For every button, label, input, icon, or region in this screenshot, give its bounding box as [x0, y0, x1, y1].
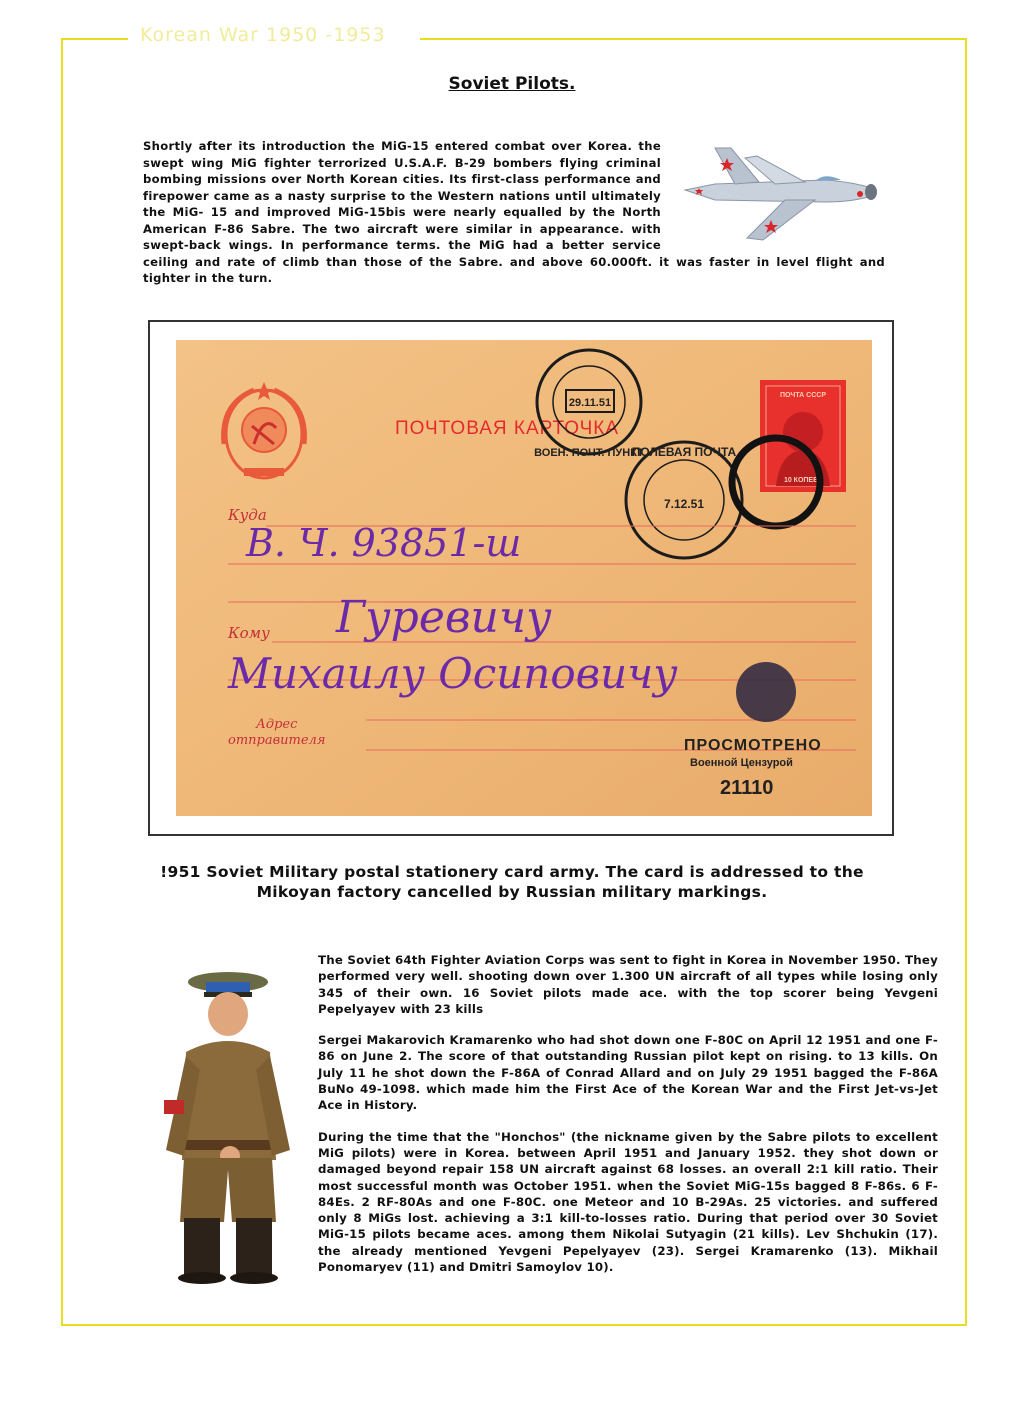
- address-handwriting: В. Ч. 93851-ш: [246, 521, 522, 565]
- postal-stationery-card: [176, 340, 872, 816]
- section-header: Korean War 1950 -1953: [140, 24, 386, 46]
- stamp-header: ПОЧТА СССР: [779, 392, 827, 399]
- intro-text: Shortly after its introduction the MiG-15 entered combat over Korea. the swept wing MiG fighter terrorized U.S.A.F. B-29 bombers flying criminal bombing missions over North Korean cities. Its first-class performance and firepower came as a nasty surprise to the Western nations until ultimately the MiG- 15 and improved MiG-15bis were nearly equalled by the North American F-86 Sabre. The two aircraft were similar in appearance. with swept-back wings. In performance terms. the MiG had a better service ceiling and rate of climb than those of the Sabre. and above 60.000ft. it was faster in level flight and tighter in the turn.: [143, 139, 885, 285]
- label-to-whom: Кому: [228, 624, 270, 642]
- recipient-handwriting-1: Гуревичу: [336, 592, 552, 643]
- postcard-caption: [0, 862, 1024, 902]
- body-paragraph-3: During the time that the "Honchos" (the nickname given by the Sabre pilots to excellent MiG pilots) were in Korea. between April 1951 and January 1952. they shot down or damaged beyond repair 158 UN aircraft against 68 losses. an overall 2:1 kill ratio. Their most successful month was October 1951. when the Soviet MiG-15s bagged 8 F-86s. 6 F-84Es. 2 RF-80As and one F-80C. one Meteor and 10 B-29As. 25 victories. and suffered only 8 MiGs lost. achieving a 3:1 kill-to-losses ratio. During that period over 30 Soviet MiG-15 pilots became aces. among them Nikolai Sutyagin (21 kills). Lev Shchukin (17). the already mentioned Yevgeni Pepelyayev (23). Sergei Kramarenko (13). Mikhail Ponomaryev (11) and Dmitri Samoylov 10).: [318, 1129, 938, 1275]
- body-paragraph-1: The Soviet 64th Fighter Aviation Corps was sent to fight in Korea in November 1950. They performed very well. shooting down over 1.300 UN aircraft of all types while losing only 345 of their own. 16 Soviet pilots made ace. with the top scorer being Yevgeni Pepelyayev with 23 kills: [318, 953, 938, 1016]
- mig15-illustration: [675, 144, 885, 244]
- soviet-officer-illustration: [150, 960, 300, 1285]
- postmark-1-text: ВОЕН. ПОЧТ. ПУНКТ: [534, 447, 644, 459]
- postmark-2-text: ПОЛЕВАЯ ПОЧТА: [631, 445, 737, 459]
- censor-line-2: Военной Цензурой: [690, 757, 793, 769]
- caption-line-2: Mikoyan factory cancelled by Russian military markings.: [256, 883, 768, 901]
- recipient-handwriting-2: Михаилу Осиповичу: [228, 649, 678, 698]
- body-section: [318, 952, 938, 1290]
- postcard-title: ПОЧТОВАЯ КАРТОЧКА: [395, 418, 620, 439]
- censor-emblem-icon: [736, 662, 796, 722]
- body-paragraph-2: Sergei Makarovich Kramarenko who had shot down one F-80C on April 12 1951 and one F-86 on June 2. The score of that outstanding Russian pilot kept on rising. to 13 kills. On July 11 he shot down the F-86A of Conrad Allard and on July 29 1951 bagged the F-86A BuNo 49-1098. which made him the First Ace of the Korean War and the First Jet-vs-Jet Ace in History.: [318, 1033, 938, 1113]
- label-to-where: Куда: [228, 506, 267, 524]
- label-sender-2: отправителя: [228, 733, 326, 748]
- censor-number: 21110: [720, 777, 774, 799]
- censor-line-1: ПРОСМОТРЕНО: [684, 737, 822, 754]
- page-title: Soviet Pilots.: [448, 74, 576, 94]
- caption-line-1: !951 Soviet Military postal stationery card army. The card is addressed to the: [160, 863, 864, 881]
- postmark-2: [626, 442, 742, 558]
- postmark-2-date: 7.12.51: [663, 497, 705, 511]
- postmark-1-date: 29.11.51: [568, 397, 612, 409]
- intro-paragraph: [143, 138, 885, 287]
- stamp-value: 10 КОПЕЕК: [783, 477, 823, 484]
- label-sender-1: Адрес: [256, 717, 298, 732]
